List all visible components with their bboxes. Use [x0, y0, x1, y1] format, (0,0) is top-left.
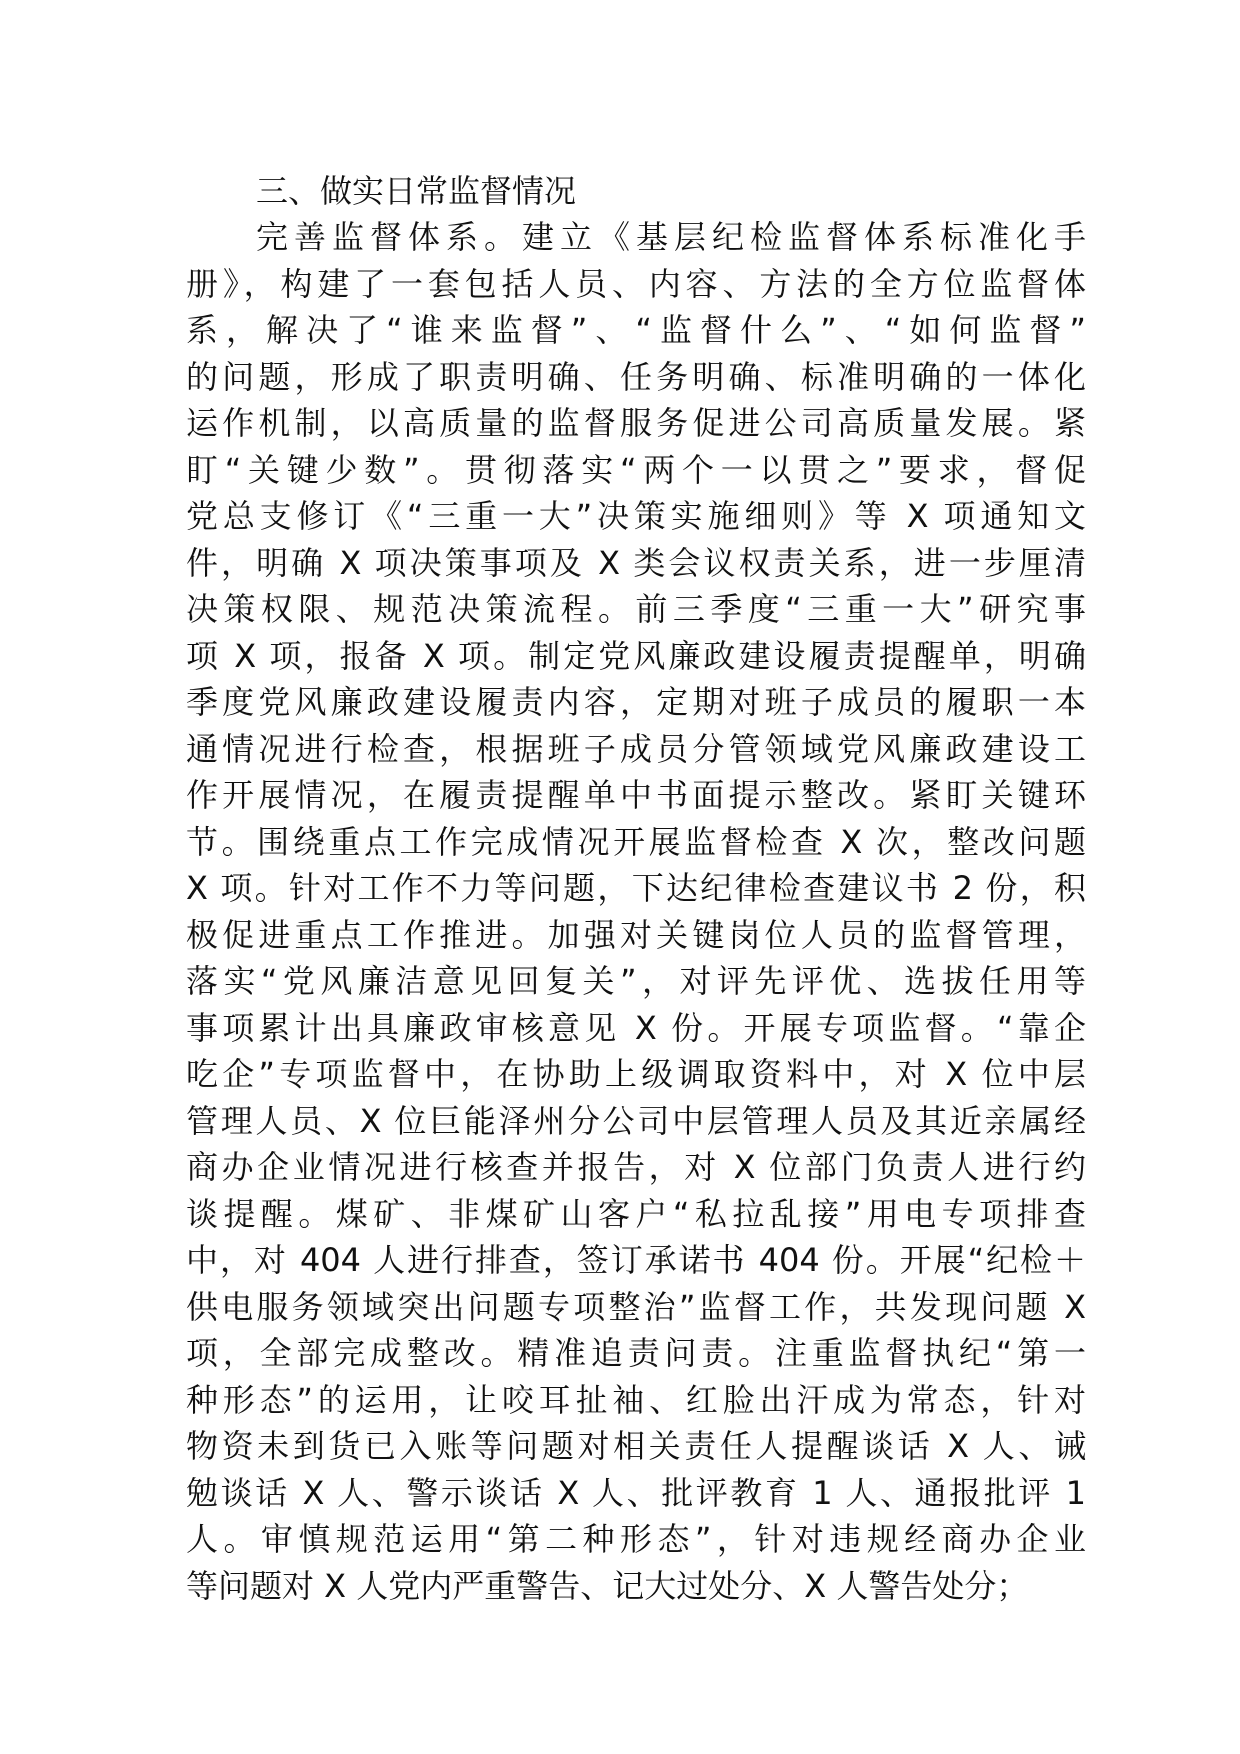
paragraph-line: 党总支修订《“三重一大”决策实施细则》等 X 项通知文	[186, 497, 1086, 535]
paragraph-line: 谈提醒。煤矿、非煤矿山客户“私拉乱接”用电专项排查	[186, 1194, 1086, 1233]
paragraph-line: 册》，构建了一套包括人员、内容、方法的全方位监督体	[186, 264, 1086, 303]
paragraph-line: 商办企业情况进行核查并报告，对 X 位部门负责人进行约	[186, 1148, 1086, 1186]
paragraph-line: 通情况进行检查，根据班子成员分管领域党风廉政建设工	[186, 729, 1086, 768]
paragraph-line: 季度党风廉政建设履责内容，定期对班子成员的履职一本	[186, 683, 1086, 721]
paragraph-line: 的问题，形成了职责明确、任务明确、标准明确的一体化	[186, 357, 1086, 396]
paragraph-line: 项，全部完成整改。精准追责问责。注重监督执纪“第一	[186, 1334, 1086, 1372]
paragraph-line: 事项累计出具廉政审核意见 X 份。开展专项监督。“靠企	[186, 1008, 1086, 1047]
section-heading: 三、做实日常监督情况	[256, 172, 577, 210]
paragraph-line: 极促进重点工作推进。加强对关键岗位人员的监督管理，	[186, 915, 1086, 954]
paragraph-line: 勉谈话 X 人、警示谈话 X 人、批评教育 1 人、通报批评 1	[186, 1473, 1086, 1512]
paragraph-line: X 项。针对工作不力等问题，下达纪律检查建议书 2 份，积	[186, 869, 1086, 907]
body-paragraph	[186, 214, 1086, 1609]
paragraph-line: 种形态”的运用，让咬耳扯袖、红脸出汗成为常态，针对	[186, 1380, 1086, 1419]
paragraph-line: 件，明确 X 项决策事项及 X 类会议权责关系，进一步厘清	[186, 543, 1086, 582]
paragraph-line: 人。审慎规范运用“第二种形态”，针对违规经商办企业	[186, 1520, 1086, 1558]
paragraph-line: 完善监督体系。建立《基层纪检监督体系标准化手	[256, 218, 1086, 256]
paragraph-line: 项 X 项，报备 X 项。制定党风廉政建设履责提醒单，明确	[186, 636, 1086, 675]
paragraph-line: 决策权限、规范决策流程。前三季度“三重一大”研究事	[186, 590, 1086, 628]
paragraph-line: 节。围绕重点工作完成情况开展监督检查 X 次，整改问题	[186, 822, 1086, 861]
paragraph-line: 管理人员、X 位巨能泽州分公司中层管理人员及其近亲属经	[186, 1101, 1086, 1140]
paragraph-line: 落实“党风廉洁意见回复关”，对评先评优、选拔任用等	[186, 962, 1086, 1000]
paragraph-line: 系，解决了“谁来监督”、“监督什么”、“如何监督”	[186, 311, 1086, 349]
paragraph-line: 吃企”专项监督中，在协助上级调取资料中，对 X 位中层	[186, 1055, 1086, 1093]
paragraph-line: 中，对 404 人进行排查，签订承诺书 404 份。开展“纪检＋	[186, 1241, 1086, 1279]
paragraph-line: 盯“关键少数”。贯彻落实“两个一以贯之”要求，督促	[186, 450, 1086, 489]
paragraph-line: 供电服务领域突出问题专项整治”监督工作，共发现问题 X	[186, 1287, 1086, 1326]
paragraph-line: 物资未到货已入账等问题对相关责任人提醒谈话 X 人、诫	[186, 1427, 1086, 1465]
paragraph-line: 作开展情况，在履责提醒单中书面提示整改。紧盯关键环	[186, 776, 1086, 814]
paragraph-line: 等问题对 X 人党内严重警告、记大过处分、X 人警告处分；	[186, 1566, 1029, 1605]
paragraph-line: 运作机制，以高质量的监督服务促进公司高质量发展。紧	[186, 404, 1086, 442]
